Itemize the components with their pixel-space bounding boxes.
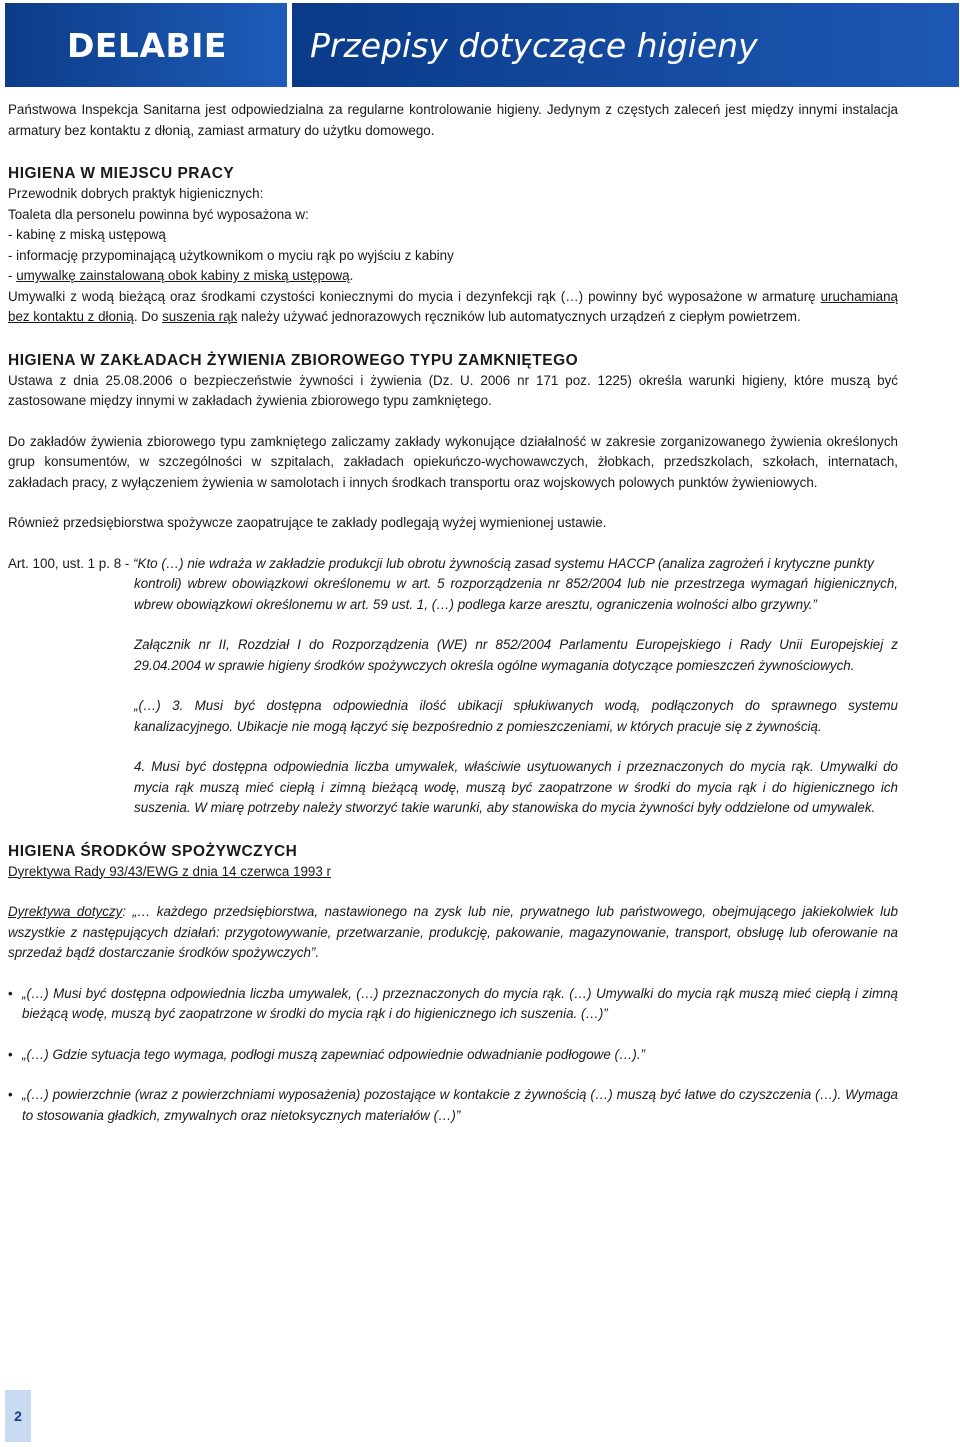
intro-paragraph: Państwowa Inspekcja Sanitarna jest odpowiedzialna za regularne kontrolowanie higieny. Jedynym z częstych zaleceń jest między innymi instalacja armatury bez kontaktu z dłonią, zamiast armatury do użytku domowego.	[8, 102, 898, 138]
article-quote: Art. 100, ust. 1 p. 8 - “Kto (…) nie wdraża w zakładzie produkcji lub obrotu żywnością zasad systemu HACCP (analiza zagrożeń i krytyczne punkty	[8, 555, 874, 571]
text-line: - informację przypominającą użytkownikom o myciu rąk po wyjściu z kabiny	[8, 247, 454, 263]
page-number: 2	[5, 1390, 31, 1442]
regulation-quote: Załącznik nr II, Rozdział I do Rozporządzenia (WE) nr 852/2004 Parlamentu Europejskiego i Rady Unii Europejskiej z 29.04.2004 w sprawie higieny środków spożywczych określa ogólne wymagania dotyczące pomieszczeń żywnościowych.	[134, 637, 898, 673]
text-line: Toaleta dla personelu powinna być wyposażona w:	[8, 206, 309, 222]
section-heading-workplace: HIGIENA W MIEJSCU PRACY	[8, 165, 235, 182]
washbasin-paragraph: Umywalki z wodą bieżącą oraz środkami czystości koniecznymi do mycia i dezynfekcji rąk (…) powinny być wyposażone w armaturę uruchamianą bez kontaktu z dłonią. Do suszenia rąk należy używać jednorazowych ręczników lub automatycznych urządzeń z ciepłym powietrzem.	[8, 288, 898, 324]
bullet-item: • „(…) Gdzie sytuacja tego wymaga, podłogi muszą zapewniać odpowiednie odwadnianie podłogowe (…).”	[8, 1045, 898, 1066]
regulation-quote: „(…) 3. Musi być dostępna odpowiednia ilość ubikacji spłukiwanych wodą, podłączonych do sprawnego systemu kanalizacyjnego. Ubikacje nie mogą łączyć się bezpośrednio z pomieszczeniami, w których pracuje się z żywnością.	[134, 698, 898, 734]
bullet-icon: •	[8, 1087, 13, 1102]
bullet-item: • „(…) Musi być dostępna odpowiednia liczba umywalek, (…) przeznaczonych do mycia rąk. (…) Umywalki do mycia rąk muszą mieć ciepłą i zimną bieżącą wodę, muszą być zaopatrzone w środki do mycia rąk i do higienicznego ich suszenia. (…)”	[8, 984, 898, 1025]
paragraph: Ustawa z dnia 25.08.2006 o bezpieczeństwie żywności i żywienia (Dz. U. 2006 nr 171 poz. 1225) określa warunki higieny, które muszą być zastosowane między innymi w zakładach żywienia zbiorowego typu zamkniętego.	[8, 372, 898, 408]
section-heading-food: HIGIENA ŚRODKÓW SPOŻYWCZYCH	[8, 842, 298, 860]
regulation-quote: 4. Musi być dostępna odpowiednia liczba umywalek, właściwie usytuowanych i przeznaczonych do mycia rąk. Umywalki do mycia rąk muszą mieć ciepłą i zimną bieżącą wodę, muszą być zaopatrzone w środki do mycia rąk i do higienicznego ich suszenia. W miarę potrzeby należy stworzyć takie warunki, aby stanowiska do mycia żywności były oddzielone od umywalek.	[134, 759, 898, 815]
document-body	[8, 100, 898, 1126]
bullet-icon: •	[8, 1046, 13, 1062]
page-header	[5, 3, 959, 87]
section-heading-catering: HIGIENA W ZAKŁADACH ŻYWIENIA ZBIOROWEGO TYPU ZAMKNIĘTEGO	[8, 351, 579, 369]
brand-logo: DELABIE	[5, 3, 287, 87]
page-title: Przepisy dotyczące higieny	[292, 3, 959, 87]
text-line: - kabinę z miską ustępową	[8, 227, 166, 242]
article-quote-continued: kontroli) wbrew obowiązkowi określonemu w art. 5 rozporządzenia nr 852/2004 lub nie przestrzega wymagań higienicznych, wbrew obowiązkowi określonemu w art. 59 ust. 1, (…) podlega karze aresztu, ograniczenia wolności albo grzywny.”	[134, 576, 898, 612]
paragraph: Również przedsiębiorstwa spożywcze zaopatrujące te zakłady podlegają wyżej wymienionej ustawie.	[8, 515, 607, 530]
text-line: Przewodnik dobrych praktyk higienicznych:	[8, 186, 264, 201]
directive-subheading: Dyrektywa Rady 93/43/EWG z dnia 14 czerwca 1993 r	[8, 863, 332, 879]
text-line: - umywalkę zainstalowaną obok kabiny z miską ustępową.	[8, 268, 354, 283]
directive-paragraph: Dyrektywa dotyczy: „… każdego przedsiębiorstwa, nastawionego na zysk lub nie, prywatnego lub państwowego, obejmującego jakiekolwiek lub wszystkie z następujących działań: przygotowywanie, przetwarzanie, produkcję, pakowanie, magazynowanie, transport, obsługę lub oferowanie na sprzedaż bądź dostarczanie środków spożywczych”.	[8, 904, 898, 960]
bullet-icon: •	[8, 985, 13, 1001]
paragraph: Do zakładów żywienia zbiorowego typu zamkniętego zaliczamy zakłady wykonujące działalność w zakresie zorganizowanego żywienia określonych grup konsumentów, w szczególności w szpitalach, zakładach opiekuńczo-wychowawczych, żłobkach, przedszkolach, szkołach, internatach, zakładach pracy, z wyłączeniem żywienia w samolotach i innych środkach transportu oraz wojskowych polowych punktów żywieniowych.	[8, 433, 898, 490]
bullet-item: • „(…) powierzchnie (wraz z powierzchniami wyposażenia) pozostające w kontakcie z żywnością (…) muszą być łatwe do czyszczenia (…). Wymaga to stosowania gładkich, zmywalnych oraz nietoksycznych materiałów (…)”	[8, 1085, 898, 1126]
